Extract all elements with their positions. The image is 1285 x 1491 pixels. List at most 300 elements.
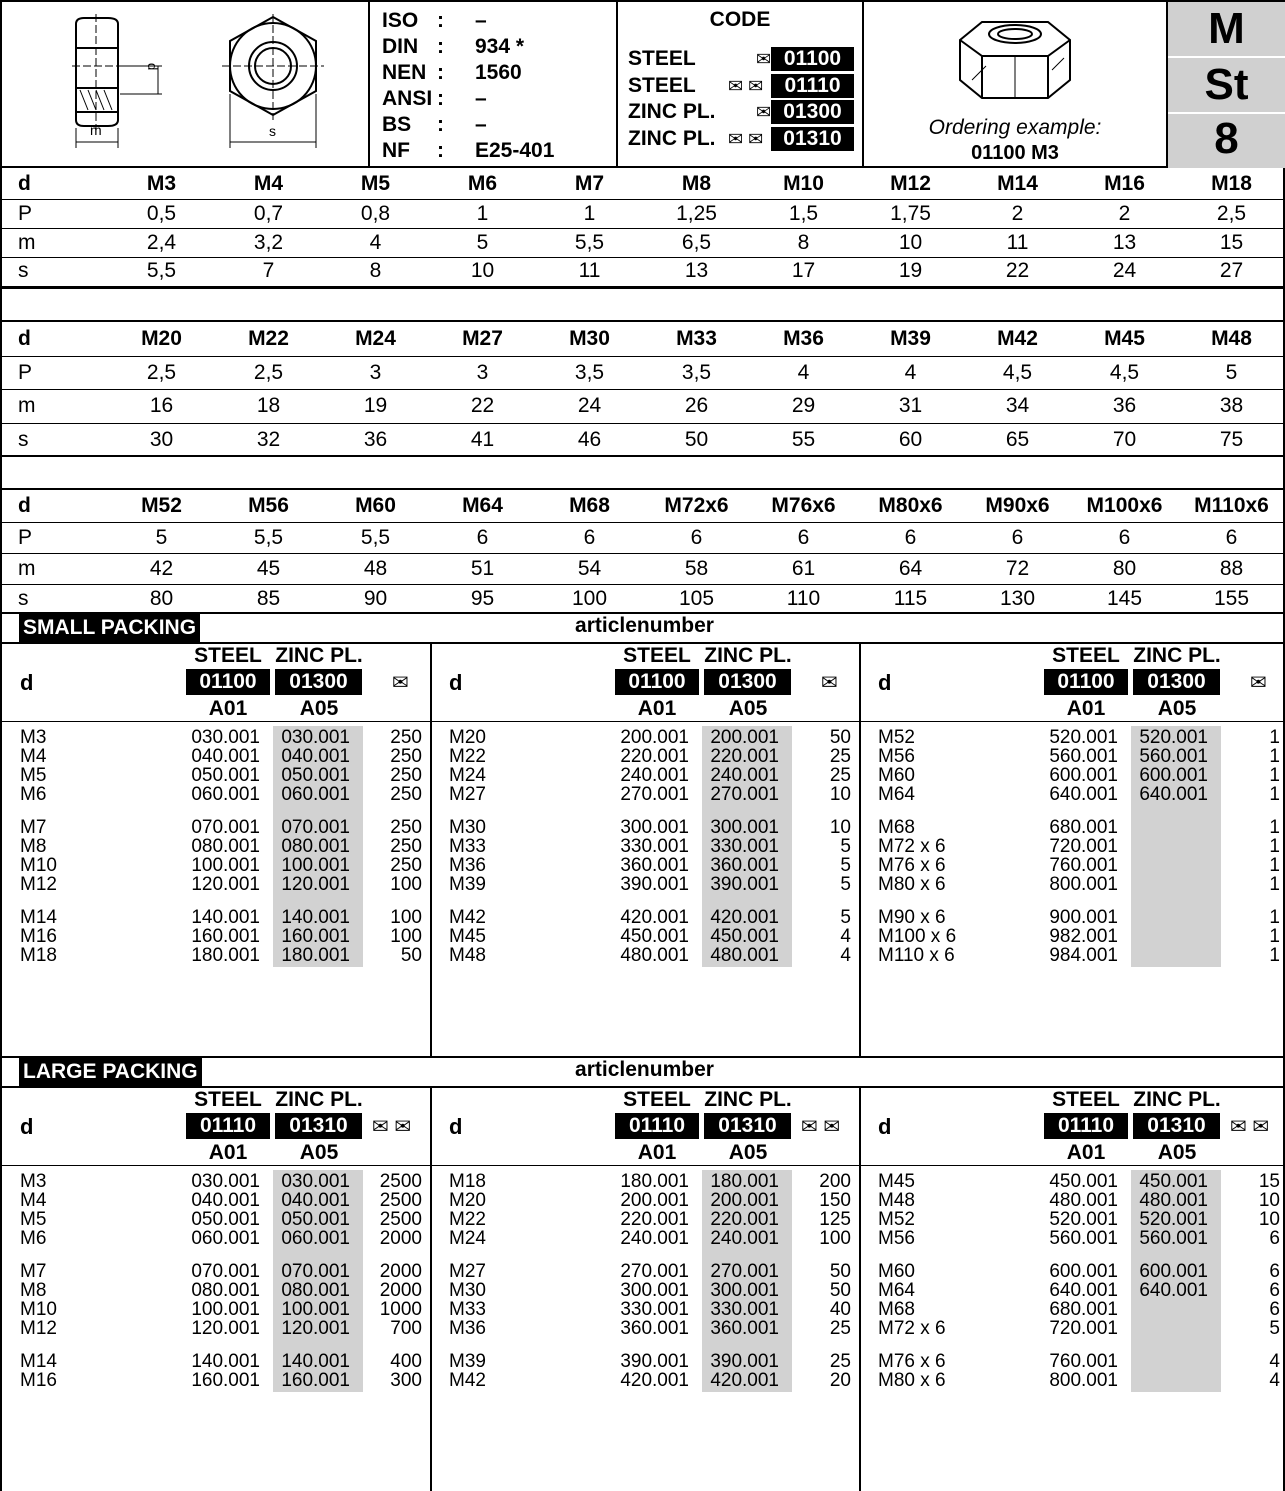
dimension-cell: M56 bbox=[248, 493, 289, 517]
nut-technical-drawing bbox=[42, 10, 342, 160]
steel-article-number: 420.001 bbox=[620, 1370, 689, 1391]
steel-article-number: 080.001 bbox=[191, 1280, 260, 1301]
package-quantity: 1 bbox=[1269, 765, 1280, 786]
dimension-row-label: s bbox=[18, 427, 29, 451]
package-quantity: 250 bbox=[390, 784, 422, 805]
zinc-article-number: 520.001 bbox=[1139, 1209, 1208, 1230]
steel-article-number: 640.001 bbox=[1049, 784, 1118, 805]
standard-colon: : bbox=[437, 113, 444, 136]
large-packing-column bbox=[860, 1088, 1285, 1491]
package-quantity: 10 bbox=[1258, 1209, 1280, 1230]
dimension-cell: 3 bbox=[369, 360, 382, 384]
column-header-steel: STEEL bbox=[623, 644, 691, 667]
code-row-label: ZINC PL. bbox=[628, 100, 716, 123]
package-quantity: 6 bbox=[1269, 1228, 1280, 1249]
article-row bbox=[431, 837, 859, 856]
column-header-zinc-code: 01310 bbox=[275, 1113, 362, 1139]
dimension-cell: 70 bbox=[1112, 427, 1137, 451]
hex-nut-illustration-icon bbox=[952, 10, 1078, 106]
steel-article-number: 520.001 bbox=[1049, 727, 1118, 748]
package-quantity: 100 bbox=[819, 1228, 851, 1249]
article-size: M27 bbox=[449, 784, 486, 805]
dimension-cell: M12 bbox=[890, 172, 931, 196]
article-size: M48 bbox=[449, 945, 486, 966]
zinc-article-number: 600.001 bbox=[1139, 1261, 1208, 1282]
steel-article-number: 360.001 bbox=[620, 855, 689, 876]
package-quantity: 250 bbox=[390, 817, 422, 838]
package-quantity: 2000 bbox=[379, 1280, 422, 1301]
zinc-article-number: 120.001 bbox=[281, 874, 350, 895]
dimension-cell: M8 bbox=[681, 172, 712, 196]
article-row bbox=[2, 908, 430, 927]
article-size: M72 x 6 bbox=[878, 1318, 946, 1339]
small-packing-column bbox=[860, 644, 1285, 1057]
dimension-cell: M7 bbox=[574, 172, 605, 196]
code-row-label: STEEL bbox=[628, 73, 696, 97]
steel-article-number: 040.001 bbox=[191, 1190, 260, 1211]
dimension-cell: M4 bbox=[253, 172, 284, 196]
dimension-cell: 4 bbox=[904, 360, 917, 384]
article-size: M8 bbox=[20, 836, 47, 857]
article-row bbox=[2, 1229, 430, 1248]
dimension-cell: 7 bbox=[262, 259, 275, 283]
steel-article-number: 050.001 bbox=[191, 765, 260, 786]
dimension-cell: 22 bbox=[470, 394, 495, 417]
article-row bbox=[860, 766, 1285, 785]
article-row bbox=[860, 1172, 1285, 1191]
article-row bbox=[860, 785, 1285, 804]
steel-article-number: 270.001 bbox=[620, 784, 689, 805]
dimension-cell: 8 bbox=[797, 230, 810, 254]
article-row bbox=[431, 927, 859, 946]
package-quantity: 2000 bbox=[379, 1228, 422, 1249]
dimension-cell: 13 bbox=[1112, 230, 1137, 254]
standard-value: E25-401 bbox=[475, 139, 555, 162]
article-row bbox=[860, 728, 1285, 747]
article-row bbox=[860, 1262, 1285, 1281]
column-header-steel-code: 01100 bbox=[615, 669, 699, 695]
dimension-cell: 100 bbox=[571, 587, 608, 611]
envelope-icon: ✉ bbox=[1250, 672, 1267, 694]
zinc-article-number: 560.001 bbox=[1139, 746, 1208, 767]
article-size: M22 bbox=[449, 746, 486, 767]
dimension-cell: 17 bbox=[791, 259, 816, 283]
dimension-cell: 105 bbox=[678, 587, 715, 611]
article-size: M33 bbox=[449, 836, 486, 857]
package-quantity: 15 bbox=[1258, 1171, 1280, 1192]
dimension-cell: 0,5 bbox=[146, 201, 177, 225]
article-size: M33 bbox=[449, 1299, 486, 1320]
small-packing-column bbox=[2, 644, 430, 1057]
dimension-cell: 10 bbox=[898, 230, 923, 254]
zinc-article-number: 060.001 bbox=[281, 784, 350, 805]
article-size: M56 bbox=[878, 746, 915, 767]
column-header-d: d bbox=[449, 1114, 463, 1139]
dimension-cell: 65 bbox=[1005, 427, 1030, 451]
column-header-d: d bbox=[878, 1114, 892, 1139]
dimension-cell: 38 bbox=[1219, 394, 1244, 417]
steel-article-number: 050.001 bbox=[191, 1209, 260, 1230]
article-row bbox=[2, 1371, 430, 1390]
steel-article-number: 800.001 bbox=[1049, 874, 1118, 895]
package-quantity: 1 bbox=[1269, 874, 1280, 895]
dimension-cell: 54 bbox=[577, 556, 602, 580]
package-quantity: 5 bbox=[1269, 1318, 1280, 1339]
package-quantity: 25 bbox=[829, 1318, 851, 1339]
dimension-cell: 16 bbox=[149, 394, 174, 417]
article-size: M36 bbox=[449, 1318, 486, 1339]
dimension-cell: 3,2 bbox=[253, 230, 284, 254]
package-quantity: 1 bbox=[1269, 746, 1280, 767]
zinc-article-number: 050.001 bbox=[281, 1209, 350, 1230]
column-header-d: d bbox=[449, 670, 463, 695]
dimension-cell: 26 bbox=[684, 394, 709, 417]
package-quantity: 50 bbox=[829, 1261, 851, 1282]
column-header-steel-code: 01110 bbox=[615, 1113, 699, 1139]
article-row bbox=[860, 927, 1285, 946]
zinc-article-number: 200.001 bbox=[710, 1190, 779, 1211]
dimension-cell: M36 bbox=[783, 326, 824, 350]
dimension-cell: 6,5 bbox=[681, 230, 712, 254]
steel-article-number: 060.001 bbox=[191, 784, 260, 805]
column-header-steel-suffix: A01 bbox=[208, 1141, 248, 1164]
package-quantity: 5 bbox=[840, 855, 851, 876]
dimension-cell: 72 bbox=[1005, 556, 1030, 580]
dimension-cell: 6 bbox=[1225, 525, 1238, 549]
article-size: M76 x 6 bbox=[878, 1351, 946, 1372]
column-header-zinc-suffix: A05 bbox=[1157, 1141, 1197, 1164]
dimension-cell: 11 bbox=[1006, 230, 1029, 254]
column-header-zinc: ZINC PL. bbox=[704, 644, 792, 667]
article-size: M68 bbox=[878, 1299, 915, 1320]
small-packing-label: SMALL PACKING bbox=[19, 614, 200, 642]
zinc-article-number: 040.001 bbox=[281, 1190, 350, 1211]
zinc-article-number: 450.001 bbox=[1139, 1171, 1208, 1192]
zinc-article-number: 390.001 bbox=[710, 1351, 779, 1372]
zinc-article-number: 070.001 bbox=[281, 817, 350, 838]
standard-value: 1560 bbox=[475, 61, 522, 84]
article-size: M36 bbox=[449, 855, 486, 876]
steel-article-number: 680.001 bbox=[1049, 1299, 1118, 1320]
column-header-steel-code: 01110 bbox=[1044, 1113, 1128, 1139]
article-size: M39 bbox=[449, 874, 486, 895]
article-size: M60 bbox=[878, 1261, 915, 1282]
article-row bbox=[431, 728, 859, 747]
article-size: M80 x 6 bbox=[878, 874, 946, 895]
zinc-article-number: 450.001 bbox=[710, 926, 779, 947]
code-row-number: 01300 bbox=[771, 100, 854, 124]
article-row bbox=[2, 837, 430, 856]
dimension-cell: 36 bbox=[1112, 394, 1137, 417]
package-quantity: 25 bbox=[829, 1351, 851, 1372]
package-quantity: 4 bbox=[840, 926, 851, 947]
column-header-steel: STEEL bbox=[1052, 644, 1120, 667]
steel-article-number: 760.001 bbox=[1049, 855, 1118, 876]
standard-value: – bbox=[475, 113, 487, 136]
dimension-cell: 2 bbox=[1011, 201, 1024, 225]
package-quantity: 250 bbox=[390, 855, 422, 876]
article-row bbox=[2, 1210, 430, 1229]
package-quantity: 200 bbox=[819, 1171, 851, 1192]
dimension-row-m bbox=[2, 389, 1285, 423]
package-quantity: 2500 bbox=[379, 1209, 422, 1230]
dimension-cell: 6 bbox=[1118, 525, 1131, 549]
steel-article-number: 070.001 bbox=[191, 1261, 260, 1282]
dimension-cell: 19 bbox=[363, 394, 388, 417]
zinc-article-number: 040.001 bbox=[281, 746, 350, 767]
zinc-article-number: 270.001 bbox=[710, 784, 779, 805]
standard-value: – bbox=[475, 87, 487, 110]
dimension-cell: M110x6 bbox=[1194, 493, 1269, 517]
article-row bbox=[860, 856, 1285, 875]
dimension-cell: 6 bbox=[904, 525, 917, 549]
drawing-label-m: m bbox=[90, 122, 102, 138]
steel-article-number: 200.001 bbox=[620, 1190, 689, 1211]
article-size: M16 bbox=[20, 1370, 57, 1391]
dimension-cell: 90 bbox=[363, 587, 388, 611]
article-size: M5 bbox=[20, 1209, 47, 1230]
package-quantity: 700 bbox=[390, 1318, 422, 1339]
zinc-article-number: 030.001 bbox=[281, 727, 350, 748]
article-row bbox=[2, 927, 430, 946]
dimension-cell: 4 bbox=[369, 230, 382, 254]
article-row bbox=[431, 908, 859, 927]
column-header-zinc-suffix: A05 bbox=[728, 1141, 768, 1164]
article-row bbox=[860, 946, 1285, 965]
column-header-zinc-suffix: A05 bbox=[1157, 697, 1197, 720]
envelope-icon: ✉ bbox=[756, 49, 772, 69]
package-quantity: 50 bbox=[400, 945, 422, 966]
package-quantity: 5 bbox=[840, 874, 851, 895]
dimension-row-label: d bbox=[18, 326, 31, 350]
article-size: M110 x 6 bbox=[878, 945, 955, 966]
dimension-cell: 80 bbox=[1112, 556, 1137, 580]
steel-article-number: 100.001 bbox=[191, 1299, 260, 1320]
dimension-cell: 6 bbox=[690, 525, 703, 549]
standard-colon: : bbox=[437, 87, 444, 110]
code-row bbox=[628, 74, 860, 98]
article-size: M3 bbox=[20, 727, 47, 748]
article-row bbox=[2, 766, 430, 785]
dimension-cell: 6 bbox=[1011, 525, 1024, 549]
standard-key: DIN bbox=[382, 35, 419, 58]
code-title: CODE bbox=[709, 8, 771, 31]
dimension-cell: M64 bbox=[462, 493, 503, 517]
steel-article-number: 300.001 bbox=[620, 1280, 689, 1301]
article-size: M52 bbox=[878, 1209, 915, 1230]
column-header-steel: STEEL bbox=[1052, 1088, 1120, 1111]
dimension-row-s bbox=[2, 257, 1285, 285]
dimension-cell: 4,5 bbox=[1002, 360, 1033, 384]
zinc-article-number: 160.001 bbox=[281, 1370, 350, 1391]
dimension-cell: 1 bbox=[476, 201, 489, 225]
package-quantity: 40 bbox=[829, 1299, 851, 1320]
article-size: M10 bbox=[20, 855, 57, 876]
zinc-article-number: 420.001 bbox=[710, 1370, 779, 1391]
package-quantity: 1 bbox=[1269, 836, 1280, 857]
steel-article-number: 240.001 bbox=[620, 1228, 689, 1249]
article-row bbox=[431, 1210, 859, 1229]
column-header-steel-suffix: A01 bbox=[1066, 697, 1106, 720]
steel-article-number: 450.001 bbox=[1049, 1171, 1118, 1192]
dimension-cell: M48 bbox=[1211, 326, 1252, 350]
steel-article-number: 270.001 bbox=[620, 1261, 689, 1282]
article-size: M90 x 6 bbox=[878, 907, 946, 928]
dimension-row-s bbox=[2, 584, 1285, 614]
steel-article-number: 070.001 bbox=[191, 817, 260, 838]
article-size: M14 bbox=[20, 1351, 57, 1372]
steel-article-number: 982.001 bbox=[1049, 926, 1118, 947]
code-row-number: 01310 bbox=[771, 127, 854, 151]
dimension-cell: M10 bbox=[783, 172, 824, 196]
dimension-cell: 110 bbox=[786, 587, 821, 611]
article-row bbox=[431, 1191, 859, 1210]
dimension-cell: 61 bbox=[791, 556, 816, 580]
dimension-cell: 5 bbox=[155, 525, 168, 549]
zinc-article-number: 300.001 bbox=[710, 1280, 779, 1301]
steel-article-number: 390.001 bbox=[620, 874, 689, 895]
dimension-cell: 3,5 bbox=[681, 360, 712, 384]
package-quantity: 1 bbox=[1269, 855, 1280, 876]
steel-article-number: 100.001 bbox=[191, 855, 260, 876]
envelope-icon: ✉ ✉ bbox=[728, 128, 764, 149]
column-header-steel-code: 01100 bbox=[186, 669, 270, 695]
dimension-cell: 50 bbox=[684, 427, 709, 451]
column-header-zinc: ZINC PL. bbox=[275, 1088, 363, 1111]
standard-colon: : bbox=[437, 9, 444, 32]
code-row-label: ZINC PL. bbox=[628, 126, 716, 150]
article-size: M42 bbox=[449, 1370, 486, 1391]
zinc-article-number: 390.001 bbox=[710, 874, 779, 895]
zinc-article-number: 240.001 bbox=[710, 765, 779, 786]
steel-article-number: 120.001 bbox=[191, 1318, 260, 1339]
dimension-cell: 2 bbox=[1118, 201, 1131, 225]
dimension-cell: M90x6 bbox=[985, 493, 1050, 517]
dimension-table bbox=[2, 322, 1285, 456]
dimension-row-label: s bbox=[18, 587, 29, 611]
article-size: M3 bbox=[20, 1171, 47, 1192]
code-row bbox=[628, 127, 860, 151]
dimension-row-d bbox=[2, 170, 1285, 199]
package-quantity: 2500 bbox=[379, 1190, 422, 1211]
package-quantity: 125 bbox=[819, 1209, 851, 1230]
dimension-cell: 29 bbox=[791, 394, 816, 417]
dimension-cell: 1,5 bbox=[788, 201, 819, 225]
standard-key: BS bbox=[382, 113, 412, 136]
dimension-cell: 24 bbox=[577, 394, 602, 417]
envelope-icon: ✉ bbox=[392, 672, 409, 694]
envelope-icon: ✉ ✉ bbox=[801, 1116, 841, 1138]
dimension-row-s bbox=[2, 423, 1285, 456]
article-size: M4 bbox=[20, 746, 47, 767]
column-header-steel-suffix: A01 bbox=[1066, 1141, 1106, 1164]
dimension-table bbox=[2, 170, 1285, 285]
standards-list bbox=[382, 8, 554, 164]
article-row bbox=[860, 1229, 1285, 1248]
dimension-cell: 145 bbox=[1106, 587, 1143, 611]
dimension-cell: 11 bbox=[578, 259, 601, 283]
article-row bbox=[860, 747, 1285, 766]
large-packing-column bbox=[2, 1088, 430, 1491]
code-row bbox=[628, 47, 860, 71]
article-row bbox=[431, 1319, 859, 1338]
large-packing-label: LARGE PACKING bbox=[19, 1058, 202, 1086]
dimension-cell: 27 bbox=[1219, 259, 1244, 283]
dimension-cell: M80x6 bbox=[878, 493, 943, 517]
dimension-cell: 55 bbox=[791, 427, 816, 451]
dimension-cell: 6 bbox=[476, 525, 489, 549]
dimension-cell: 30 bbox=[149, 427, 174, 451]
standard-row bbox=[382, 112, 554, 138]
column-header-d: d bbox=[20, 670, 34, 695]
steel-article-number: 040.001 bbox=[191, 746, 260, 767]
zinc-article-number: 640.001 bbox=[1139, 1280, 1208, 1301]
ordering-example-value: 01100 M3 bbox=[971, 142, 1059, 164]
dimension-cell: 2,5 bbox=[146, 360, 177, 384]
package-quantity: 5 bbox=[840, 907, 851, 928]
steel-article-number: 030.001 bbox=[191, 1171, 260, 1192]
dimension-cell: 34 bbox=[1005, 394, 1030, 417]
dimension-cell: M39 bbox=[890, 326, 931, 350]
article-row bbox=[431, 818, 859, 837]
zinc-article-number: 180.001 bbox=[281, 945, 350, 966]
dimension-cell: 15 bbox=[1219, 230, 1244, 254]
dimension-cell: 32 bbox=[256, 427, 281, 451]
steel-article-number: 360.001 bbox=[620, 1318, 689, 1339]
column-header-zinc-suffix: A05 bbox=[728, 697, 768, 720]
dimension-cell: M68 bbox=[569, 493, 610, 517]
column-header-steel-suffix: A01 bbox=[637, 1141, 677, 1164]
article-size: M6 bbox=[20, 784, 47, 805]
column-header-zinc: ZINC PL. bbox=[704, 1088, 792, 1111]
steel-article-number: 600.001 bbox=[1049, 765, 1118, 786]
dimension-cell: M3 bbox=[146, 172, 177, 196]
steel-article-number: 200.001 bbox=[620, 727, 689, 748]
article-size: M18 bbox=[20, 945, 57, 966]
zinc-article-number: 480.001 bbox=[710, 945, 779, 966]
dimension-cell: M60 bbox=[355, 493, 396, 517]
dimension-cell: M20 bbox=[141, 326, 182, 350]
article-size: M27 bbox=[449, 1261, 486, 1282]
article-row bbox=[431, 1281, 859, 1300]
dimension-cell: 2,5 bbox=[253, 360, 284, 384]
zinc-article-number: 520.001 bbox=[1139, 727, 1208, 748]
code-row-label: STEEL bbox=[628, 47, 696, 70]
dimension-cell: 6 bbox=[797, 525, 810, 549]
column-header-steel: STEEL bbox=[623, 1088, 691, 1111]
steel-article-number: 480.001 bbox=[620, 945, 689, 966]
zinc-article-number: 360.001 bbox=[710, 1318, 779, 1339]
dimension-cell: M22 bbox=[248, 326, 289, 350]
steel-article-number: 520.001 bbox=[1049, 1209, 1118, 1230]
package-quantity: 10 bbox=[829, 817, 851, 838]
column-header-steel-suffix: A01 bbox=[637, 697, 677, 720]
article-size: M24 bbox=[449, 1228, 486, 1249]
steel-article-number: 720.001 bbox=[1049, 836, 1118, 857]
package-quantity: 4 bbox=[1269, 1351, 1280, 1372]
dimension-cell: M27 bbox=[462, 326, 503, 350]
article-row bbox=[431, 1262, 859, 1281]
dimension-cell: 95 bbox=[470, 587, 495, 611]
steel-article-number: 140.001 bbox=[191, 1351, 260, 1372]
article-size: M64 bbox=[878, 784, 915, 805]
zinc-article-number: 330.001 bbox=[710, 836, 779, 857]
article-row bbox=[860, 1191, 1285, 1210]
article-row bbox=[860, 1371, 1285, 1390]
envelope-icon: ✉ ✉ bbox=[1230, 1116, 1270, 1138]
dimension-cell: 130 bbox=[999, 587, 1036, 611]
standard-row bbox=[382, 86, 554, 112]
